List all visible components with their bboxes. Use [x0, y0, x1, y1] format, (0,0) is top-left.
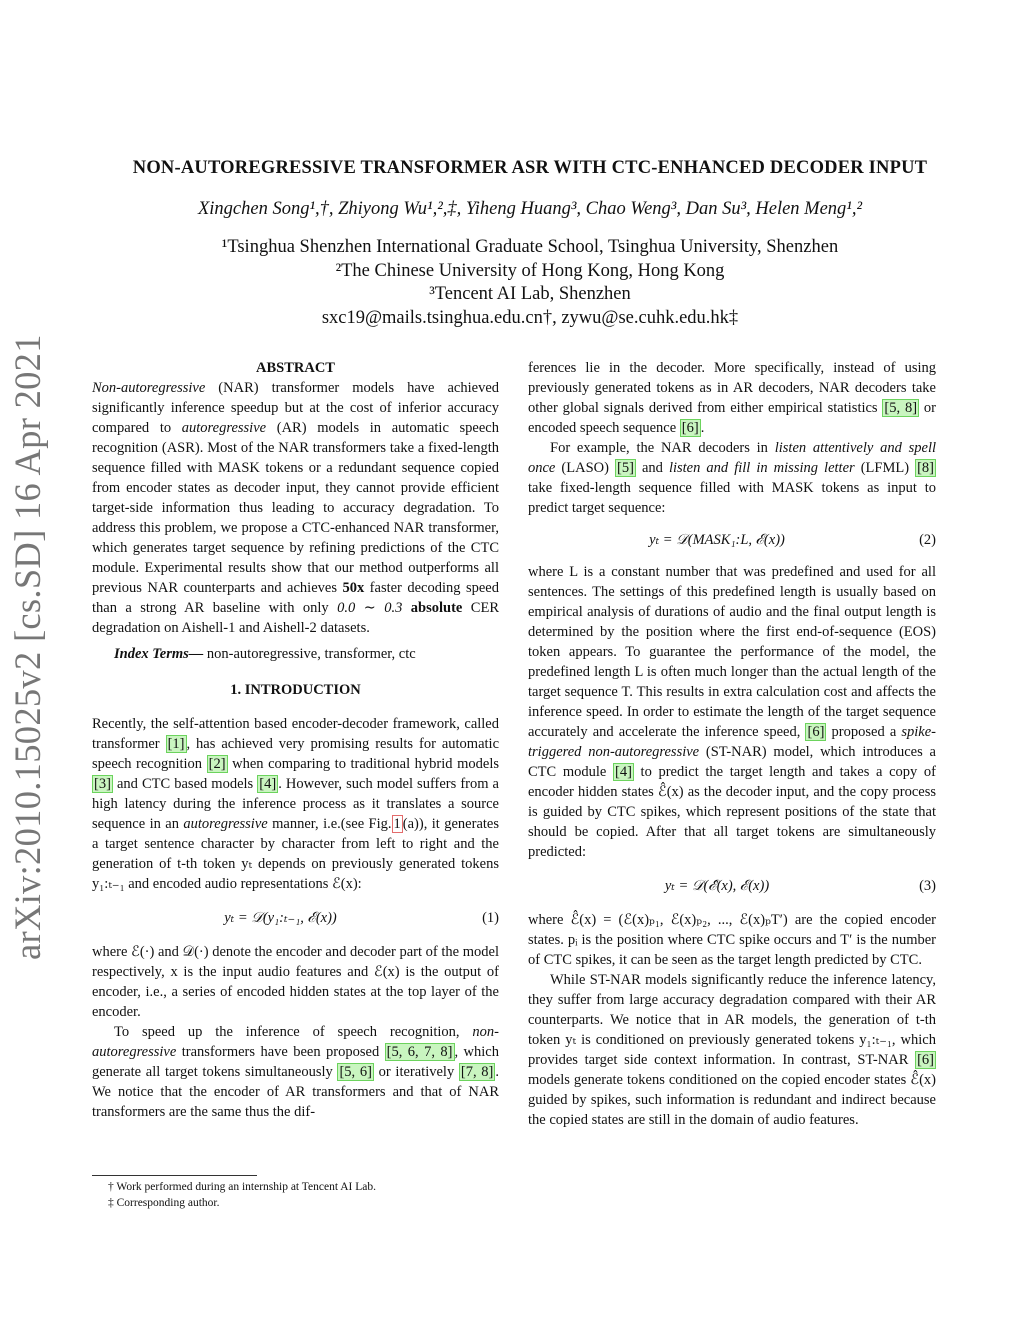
citation-link[interactable]: [8] — [917, 460, 934, 476]
citation-link[interactable]: [3] — [94, 776, 111, 792]
right-paragraph-2: For example, the NAR decoders in listen attentively and spell once (LASO) [5] and listen and fill in missing letter (LFML) [8] take fixed-length sequence filled with MASK tokens as input to predict target sequence: — [528, 440, 936, 516]
right-paragraph-1: ferences lie in the decoder. More specifically, instead of using previously generated tokens as in AR decoders, NAR decoders take other global signals derived from either empirical statistics [5, 8] or encoded speech sequence [6] . — [528, 360, 936, 436]
index-terms: Index Terms— non-autoregressive, transformer, ctc — [114, 646, 416, 662]
footnote-rule — [92, 1175, 257, 1176]
citation-link[interactable]: [5, 8] — [884, 400, 918, 416]
right-column — [528, 358, 936, 1130]
citation-link[interactable]: [1] — [167, 736, 185, 752]
citation-link[interactable]: [6] — [917, 1052, 934, 1068]
citation-link[interactable]: [7, 8] — [460, 1064, 494, 1080]
intro-paragraph-3: To speed up the inference of speech recognition, non-autoregressive transformers have been proposed [5, 6, 7, 8] , which generate all target tokens simultaneously [5, 6] or iteratively [7, 8] . We notice that the encoder of AR transformers and that of NAR transformers are the same thus the dif- — [92, 1024, 499, 1120]
citation-link[interactable]: [5] — [617, 460, 634, 476]
citation-link[interactable]: [6] — [681, 420, 699, 436]
contact-emails: sxc19@mails.tsinghua.edu.cn†, zywu@se.cuhk.edu.hk‡ — [321, 307, 739, 328]
affiliations — [60, 236, 1000, 330]
abstract-text: Non-autoregressive (NAR) transformer models have achieved significantly inference speedup but at the cost of inferior accuracy compared to autoregressive (AR) models in automatic speech recognition (ASR). Most of the NAR transformers take a fixed-length sequence filled with MASK tokens or a redundant sequence copied from encoder states as decoder input, they cannot provide efficient target-side information thus leading to accuracy degradation. To address this problem, we propose a CTC-enhanced NAR transformer, which generates target sequence by refining predictions of the CTC module. Experimental results show that our method outperforms all previous NAR counterparts and achieves 50x faster decoding speed than a strong AR baseline with only 0.0 ∼ 0.3 absolute CER degradation on Aishell-1 and Aishell-2 datasets. — [92, 380, 500, 636]
affiliation-2: ²The Chinese University of Hong Kong, Hong Kong — [335, 260, 725, 281]
abstract-heading: ABSTRACT — [256, 360, 335, 376]
arxiv-stamp: arXiv:2010.15025v2 [cs.SD] 16 Apr 2021 — [7, 334, 48, 960]
affiliation-3: ³Tencent AI Lab, Shenzhen — [429, 284, 631, 304]
affiliation-1: ¹Tsinghua Shenzhen International Graduate School, Tsinghua University, Shenzhen — [221, 237, 839, 257]
right-paragraph-3: where L is a constant number that was predefined and used for all sentences. The settings of this predefined length is usually based on empirical analysis of durations of audio and the final output length is determined by the position where the first end-of-sequence (EOS) token appears. To guarantee the performance of the model, the predefined length L is often much longer than the actual length of the target sequence T. This results in extra calculation cost and affects the inference speed. In order to estimate the length of the target sequence accurately and accelerate the inference speed, [6] proposed a spike-triggered non-autoregressive (ST-NAR) model, which introduces a CTC module [4] to predict the target length and takes a copy of encoder hidden states ℰ̂(x) as the decoder input, and the copy process is guided by CTC spikes, which represent positions of the state that should be copied. After that all target tokens are simultaneously predicted: — [528, 564, 936, 860]
equation-1: yₜ = 𝒟(y₁:ₜ₋₁, ℰ(x)) (1) — [224, 910, 499, 926]
footnote-1: † Work performed during an internship at Tencent AI Lab. — [108, 1181, 377, 1193]
paper-title: NON-AUTOREGRESSIVE TRANSFORMER ASR WITH CTC-ENHANCED DECODER INPUT — [132, 158, 928, 178]
citation-link[interactable]: [2] — [208, 756, 226, 772]
intro-paragraph-2: where ℰ(·) and 𝒟(·) denote the encoder and decoder part of the model respectively, x is the input audio features and ℰ(x) is the output of encoder, i.e., a series of encoded hidden states at the top layer of the encoder. — [92, 944, 499, 1020]
citation-link[interactable]: [4] — [259, 776, 277, 792]
footnotes — [108, 1179, 376, 1211]
author-list: Xingchen Song¹,†, Zhiyong Wu¹,²,‡, Yiheng Huang³, Chao Weng³, Dan Su³, Helen Meng¹,² — [197, 199, 863, 219]
figure-link[interactable]: 1 — [393, 816, 401, 832]
intro-paragraph-1: Recently, the self-attention based encoder-decoder framework, called transformer [1] , has achieved very promising results for automatic speech recognition [2] when comparing to traditional hybrid models [3] and CTC based models [4] . However, such model suffers from a high latency during the inference process as it translates a source sequence in an autoregressive manner, i.e.(see Fig. 1 (a)), it generates a target sentence character by character from left to right and the generation of t-th token yₜ depends on previously generated tokens y₁:ₜ₋₁ and encoded audio representations ℰ(x): — [92, 716, 500, 892]
citation-link[interactable]: [5, 6] — [339, 1064, 372, 1080]
footnote-2: ‡ Corresponding author. — [108, 1197, 220, 1209]
citation-link[interactable]: [4] — [614, 764, 632, 780]
left-column — [92, 358, 499, 1122]
right-paragraph-4: where ℰ̂(x) = (ℰ(x)ₚ₁, ℰ(x)ₚ₂, ..., ℰ(x)ₚT′) are the copied encoder states. pᵢ is the position where CTC spike occurs and T′ is the number of CTC spikes, it can be seen as the target length predicted by CTC. — [528, 912, 936, 968]
equation-2: yₜ = 𝒟(MASK₁:L, ℰ(x)) (2) — [649, 532, 936, 548]
citation-link[interactable]: [6] — [807, 724, 825, 740]
equation-3: yₜ = 𝒟(ℰ̂(x), ℰ(x)) (3) — [664, 878, 936, 894]
citation-link[interactable]: [5, 6, 7, 8] — [386, 1044, 453, 1060]
right-paragraph-5: While ST-NAR models significantly reduce the inference latency, they suffer from large accuracy degradation compared with their AR counterparts. We notice that in AR models, the generation of t-th token yₜ is conditioned on previously generated tokens y₁:ₜ₋₁, which provides target side context information. In contrast, ST-NAR [6] models generate tokens conditioned on the copied encoder states ℰ̂(x) guided by spikes, such information is redundant and indirect because the copied states are still in the domain of audio features. — [528, 972, 936, 1128]
intro-heading: 1. INTRODUCTION — [230, 682, 361, 698]
